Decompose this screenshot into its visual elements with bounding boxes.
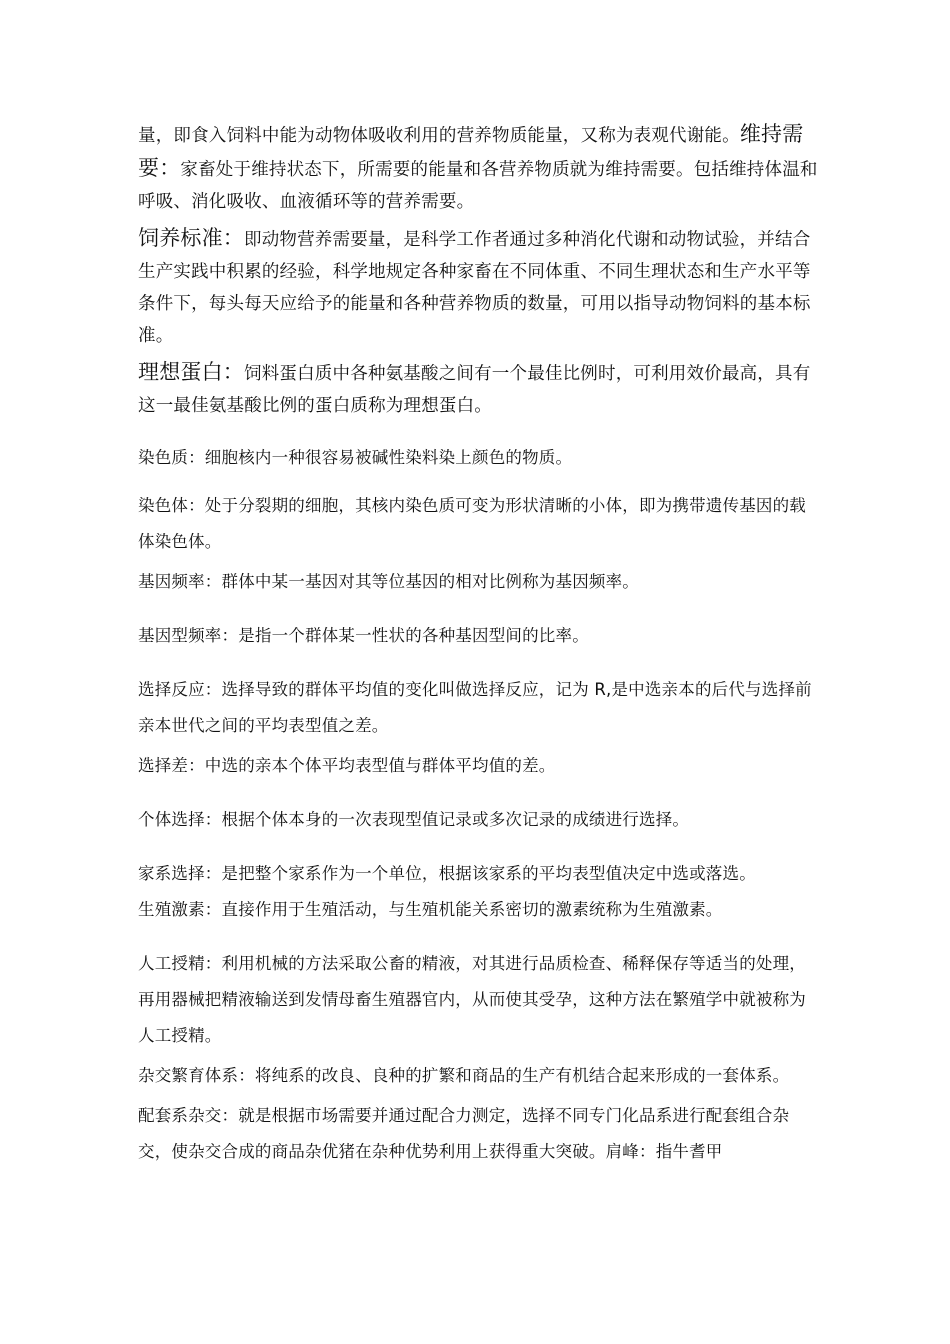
paragraph-crossbreeding-system: 杂交繁育体系：将纯系的改良、良种的扩繁和商品的生产有机结合起来形成的一套体系。 xyxy=(138,1066,790,1085)
term-feeding-standard: 饲养标准： xyxy=(138,226,244,250)
paragraph-genotype-frequency: 基因型频率：是指一个群体某一性状的各种基因型间的比率。 xyxy=(138,626,589,645)
definition-text: 即动物营养需要量，是科学工作者通过多种消化代谢和动物试验，并结合生产实践中积累的经验，科学地规定各种家畜在不同体重、不同生理状态和生产水平等条件下，每头每天应给予的能量和各种营养物质的数量，可用以指导动物饲料的基本标准。 xyxy=(138,230,811,346)
paragraph-chromatin: 染色质：细胞核内一种很容易被碱性染料染上颜色的物质。 xyxy=(138,448,573,467)
paragraph-metabolizable-energy xyxy=(138,118,818,218)
paragraph-ideal-protein xyxy=(138,356,818,422)
term-maintenance-requirement: 维持需要： xyxy=(138,122,804,180)
paragraph-family-selection: 家系选择：是把整个家系作为一个单位，根据该家系的平均表型值决定中选或落选。 xyxy=(138,864,756,883)
definition-text: 家畜处于维持状态下，所需要的能量和各营养物质就为维持需要。包括维持体温和呼吸、消化吸收、血液循环等的营养需要。 xyxy=(138,160,818,212)
paragraph-selection-differential: 选择差：中选的亲本个体平均表型值与群体平均值的差。 xyxy=(138,756,556,775)
paragraph-individual-selection: 个体选择：根据个体本身的一次表现型值记录或多次记录的成绩进行选择。 xyxy=(138,810,690,829)
paragraph-matching-crossbreeding: 配套系杂交：就是根据市场需要并通过配合力测定，选择不同专门化品系进行配套组合杂交，使杂交合成的商品杂优猪在杂种优势利用上获得重大突破。肩峰：指牛耆甲 xyxy=(138,1106,790,1161)
paragraph-text: 量，即食入饲料中能为动物体吸收利用的营养物质能量，又称为表观代谢能。 xyxy=(138,126,740,146)
paragraph-chromosome: 染色体：处于分裂期的细胞，其核内染色质可变为形状清晰的小体，即为携带遗传基因的载体染色体。 xyxy=(138,496,806,551)
definition-text: 饲料蛋白质中各种氨基酸之间有一个最佳比例时，可利用效价最高，具有这一最佳氨基酸比例的蛋白质称为理想蛋白。 xyxy=(138,364,811,416)
paragraph-artificial-insemination: 人工授精：利用机械的方法采取公畜的精液，对其进行品质检查、稀释保存等适当的处理，再用器械把精液输送到发情母畜生殖器官内，从而使其受孕，这种方法在繁殖学中就被称为人工授精。 xyxy=(138,954,806,1045)
paragraph-selection-response: 选择反应：选择导致的群体平均值的变化叫做选择反应，记为 R,是中选亲本的后代与选择前亲本世代之间的平均表型值之差。 xyxy=(138,680,812,735)
document-page xyxy=(138,118,818,1170)
term-ideal-protein: 理想蛋白： xyxy=(138,360,244,384)
paragraph-gene-frequency: 基因频率：群体中某一基因对其等位基因的相对比例称为基因频率。 xyxy=(138,572,639,591)
paragraph-reproductive-hormone: 生殖激素：直接作用于生殖活动，与生殖机能关系密切的激素统称为生殖激素。 xyxy=(138,900,723,919)
paragraph-feeding-standard xyxy=(138,222,818,352)
